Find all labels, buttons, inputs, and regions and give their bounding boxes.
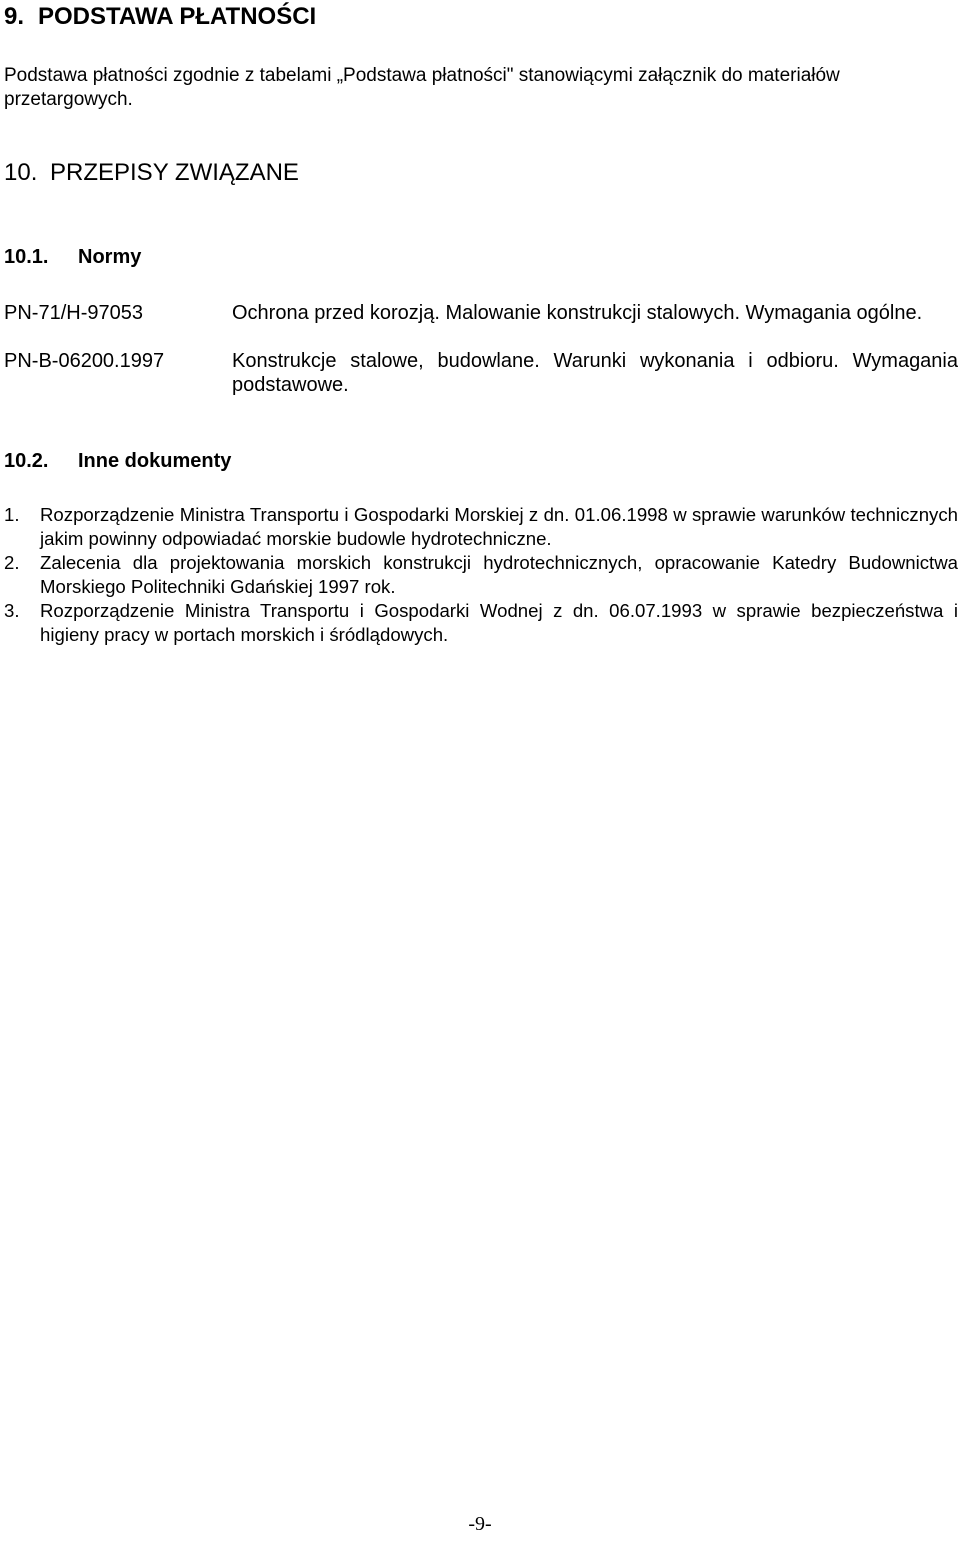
norm-title: Ochrona przed korozją. Malowanie konstrukcji stalowych. Wymagania ogólne. (232, 302, 923, 324)
other-documents-list (4, 503, 958, 647)
section-10-number: 10. (4, 159, 38, 186)
section-9-title: PODSTAWA PŁATNOŚCI (38, 3, 317, 30)
norm-code: PN-B-06200.1997 (4, 350, 165, 372)
list-item (4, 551, 958, 599)
subsection-10-1-title: Normy (78, 246, 142, 268)
list-item-number: 2. (4, 552, 20, 573)
list-item-number: 3. (4, 600, 20, 621)
list-item-text: Rozporządzenie Ministra Transportu i Gospodarki Morskiej z dn. 01.06.1998 w sprawie warunków technicznych jakim powinny odpowiadać morskie budowle hydrotechniczne. (40, 504, 958, 549)
section-9-number: 9. (4, 3, 25, 30)
section-10-heading (4, 158, 299, 188)
list-item-text: Rozporządzenie Ministra Transportu i Gospodarki Wodnej z dn. 06.07.1993 w sprawie bezpieczeństwa i higieny pracy w portach morskich i śródlądowych. (40, 600, 958, 645)
norm-code: PN-71/H-97053 (4, 302, 143, 324)
subsection-10-1-number: 10.1. (4, 246, 49, 268)
list-item-number: 1. (4, 504, 20, 525)
subsection-10-2-title: Inne dokumenty (78, 450, 232, 472)
page-number: -9- (468, 1513, 492, 1535)
subsection-10-1-heading (4, 244, 141, 270)
list-item-text: Zalecenia dla projektowania morskich konstrukcji hydrotechnicznych, opracowanie Katedry Budownictwa Morskiego Politechniki Gdańskiej 1997 rok. (40, 552, 958, 597)
section-10-title: PRZEPISY ZWIĄZANE (50, 159, 299, 186)
list-item (4, 503, 958, 551)
subsection-10-2-number: 10.2. (4, 450, 49, 472)
subsection-10-2-heading (4, 448, 231, 474)
norm-title: Konstrukcje stalowe, budowlane. Warunki wykonania i odbioru. Wymagania podstawowe. (232, 350, 958, 396)
list-item (4, 599, 958, 647)
section-9-heading (4, 2, 316, 32)
section-9-paragraph: Podstawa płatności zgodnie z tabelami „Podstawa płatności" stanowiącymi załącznik do materiałów przetargowych. (4, 65, 840, 110)
